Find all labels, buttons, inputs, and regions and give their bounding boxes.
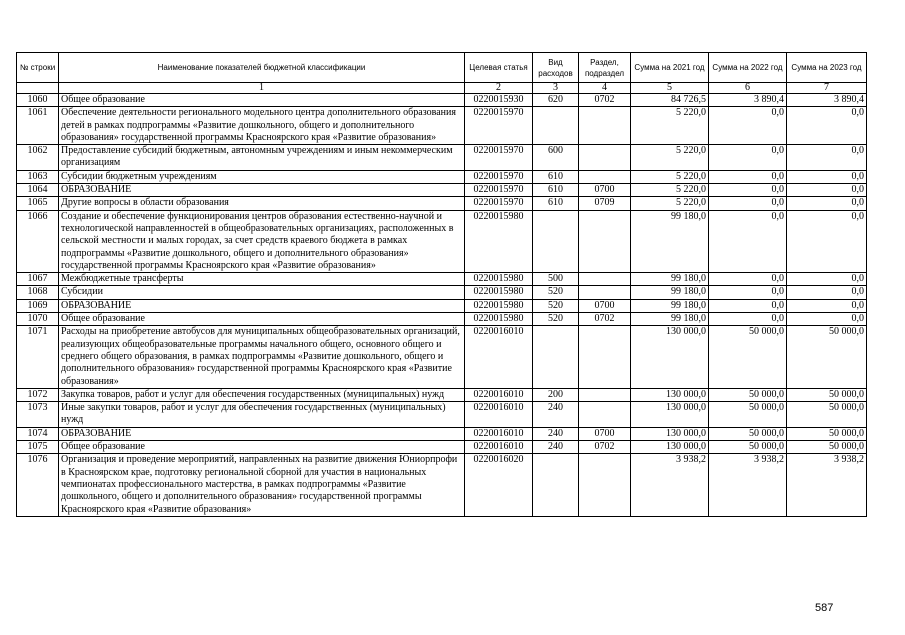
row-number-cell: 1076 (17, 454, 59, 516)
target-article-cell: 0220015980 (465, 299, 533, 312)
sum-2023-cell: 0,0 (787, 145, 867, 171)
target-article-cell: 0220015930 (465, 94, 533, 107)
sum-2021-cell: 5 220,0 (631, 197, 709, 210)
sum-2022-cell: 0,0 (709, 286, 787, 299)
name-cell: Предоставление субсидий бюджетным, автономным учреждениям и иным некоммерческим организациям (59, 145, 465, 171)
sum-2021-cell: 99 180,0 (631, 273, 709, 286)
sum-2021-cell: 130 000,0 (631, 326, 709, 388)
table-row (17, 107, 867, 145)
name-cell: Создание и обеспечение функционирования центров образования естественно-научной и технологической направленностей в общеобразовательных организациях, расположенных в сельской местности и малых городах, за счет средств краевого бюджета в рамках подпрограммы «Развитие дошкольного, общего и дополнительного образования» государственной программы Красноярского края «Развитие образования» (59, 210, 465, 272)
header-sum-2023: Сумма на 2023 год (787, 53, 867, 83)
section-cell: 0702 (579, 313, 631, 326)
header-name: Наименование показателей бюджетной классификации (59, 53, 465, 83)
sum-2022-cell: 50 000,0 (709, 326, 787, 388)
sum-2022-cell: 0,0 (709, 210, 787, 272)
name-cell: Расходы на приобретение автобусов для муниципальных общеобразовательных организаций, реализующих общеобразовательные программы начального общего, основного общего и среднего общего образования, в рамках подпрограммы «Развитие дошкольного, общего и дополнительного образования» государственной программы Красноярского края «Развитие образования» (59, 326, 465, 388)
row-number-cell: 1062 (17, 145, 59, 171)
section-cell (579, 145, 631, 171)
section-cell (579, 107, 631, 145)
target-article-cell: 0220015970 (465, 184, 533, 197)
expense-type-cell (533, 326, 579, 388)
expense-type-cell: 620 (533, 94, 579, 107)
target-article-cell: 0220015980 (465, 210, 533, 272)
table-body (17, 83, 867, 517)
sum-2023-cell: 50 000,0 (787, 427, 867, 440)
section-cell (579, 286, 631, 299)
expense-type-cell (533, 454, 579, 516)
sum-2022-cell: 50 000,0 (709, 402, 787, 428)
table-row (17, 145, 867, 171)
sum-2021-cell: 99 180,0 (631, 313, 709, 326)
table-row (17, 170, 867, 183)
sum-2022-cell: 50 000,0 (709, 427, 787, 440)
column-number: 6 (709, 83, 787, 94)
name-cell: Обеспечение деятельности регионального модельного центра дополнительного образования детей в рамках подпрограммы «Развитие дошкольного, общего и дополнительного образования» государственной программы Красноярского края «Развитие образования» (59, 107, 465, 145)
sum-2023-cell: 0,0 (787, 313, 867, 326)
expense-type-cell: 240 (533, 441, 579, 454)
expense-type-cell: 500 (533, 273, 579, 286)
target-article-cell: 0220015980 (465, 286, 533, 299)
page-number: 587 (815, 602, 834, 614)
sum-2023-cell: 0,0 (787, 107, 867, 145)
expense-type-cell: 610 (533, 170, 579, 183)
section-cell (579, 210, 631, 272)
table-row (17, 184, 867, 197)
sum-2022-cell: 0,0 (709, 273, 787, 286)
header-sum-2022: Сумма на 2022 год (709, 53, 787, 83)
sum-2022-cell: 0,0 (709, 313, 787, 326)
sum-2022-cell: 0,0 (709, 299, 787, 312)
table-row (17, 197, 867, 210)
section-cell (579, 273, 631, 286)
name-cell: Общее образование (59, 94, 465, 107)
sum-2023-cell: 0,0 (787, 170, 867, 183)
name-cell: Общее образование (59, 313, 465, 326)
target-article-cell: 0220016020 (465, 454, 533, 516)
table-row (17, 388, 867, 401)
section-cell: 0700 (579, 184, 631, 197)
section-cell: 0702 (579, 94, 631, 107)
target-article-cell: 0220016010 (465, 388, 533, 401)
row-number-cell: 1070 (17, 313, 59, 326)
column-number: 4 (579, 83, 631, 94)
table-row (17, 427, 867, 440)
header-row-no: № строки (17, 53, 59, 83)
sum-2022-cell: 3 938,2 (709, 454, 787, 516)
section-cell (579, 326, 631, 388)
column-number (17, 83, 59, 94)
target-article-cell: 0220015970 (465, 145, 533, 171)
expense-type-cell: 240 (533, 402, 579, 428)
row-number-cell: 1071 (17, 326, 59, 388)
table-row (17, 273, 867, 286)
sum-2023-cell: 0,0 (787, 197, 867, 210)
header-target: Целевая статья (465, 53, 533, 83)
sum-2023-cell: 3 938,2 (787, 454, 867, 516)
table-row (17, 454, 867, 516)
header-expense-type: Вид расходов (533, 53, 579, 83)
row-number-cell: 1063 (17, 170, 59, 183)
row-number-cell: 1075 (17, 441, 59, 454)
expense-type-cell (533, 107, 579, 145)
target-article-cell: 0220015980 (465, 273, 533, 286)
sum-2021-cell: 5 220,0 (631, 170, 709, 183)
name-cell: Организация и проведение мероприятий, направленных на развитие движения Юниорпрофи в Красноярском крае, подготовку региональной сборной для участия в национальных чемпионатах профессионального мастерства, в рамках подпрограммы «Развитие дошкольного, общего и дополнительного образования» государственной программы Красноярского края «Развитие образования» (59, 454, 465, 516)
budget-table (16, 52, 867, 517)
name-cell: Иные закупки товаров, работ и услуг для обеспечения государственных (муниципальных) нужд (59, 402, 465, 428)
row-number-cell: 1067 (17, 273, 59, 286)
column-number: 2 (465, 83, 533, 94)
table-row (17, 313, 867, 326)
sum-2023-cell: 0,0 (787, 299, 867, 312)
name-cell: Субсидии (59, 286, 465, 299)
sum-2023-cell: 0,0 (787, 286, 867, 299)
table-row (17, 299, 867, 312)
target-article-cell: 0220016010 (465, 427, 533, 440)
sum-2021-cell: 5 220,0 (631, 145, 709, 171)
sum-2021-cell: 130 000,0 (631, 427, 709, 440)
sum-2021-cell: 99 180,0 (631, 299, 709, 312)
header-sum-2021: Сумма на 2021 год (631, 53, 709, 83)
column-number: 1 (59, 83, 465, 94)
row-number-cell: 1073 (17, 402, 59, 428)
sum-2022-cell: 0,0 (709, 184, 787, 197)
sum-2021-cell: 5 220,0 (631, 107, 709, 145)
row-number-cell: 1074 (17, 427, 59, 440)
sum-2023-cell: 0,0 (787, 210, 867, 272)
sum-2023-cell: 50 000,0 (787, 441, 867, 454)
name-cell: Другие вопросы в области образования (59, 197, 465, 210)
row-number-cell: 1065 (17, 197, 59, 210)
sum-2022-cell: 0,0 (709, 145, 787, 171)
expense-type-cell: 610 (533, 197, 579, 210)
expense-type-cell: 600 (533, 145, 579, 171)
target-article-cell: 0220016010 (465, 326, 533, 388)
expense-type-cell: 200 (533, 388, 579, 401)
name-cell: ОБРАЗОВАНИЕ (59, 427, 465, 440)
sum-2021-cell: 130 000,0 (631, 402, 709, 428)
sum-2021-cell: 3 938,2 (631, 454, 709, 516)
target-article-cell: 0220016010 (465, 441, 533, 454)
header-section: Раздел, подраздел (579, 53, 631, 83)
sum-2021-cell: 130 000,0 (631, 441, 709, 454)
name-cell: Межбюджетные трансферты (59, 273, 465, 286)
name-cell: Закупка товаров, работ и услуг для обеспечения государственных (муниципальных) нужд (59, 388, 465, 401)
table-row (17, 402, 867, 428)
sum-2023-cell: 0,0 (787, 184, 867, 197)
sum-2021-cell: 130 000,0 (631, 388, 709, 401)
table-row (17, 441, 867, 454)
sum-2023-cell: 50 000,0 (787, 402, 867, 428)
sum-2023-cell: 3 890,4 (787, 94, 867, 107)
column-number: 7 (787, 83, 867, 94)
sum-2023-cell: 0,0 (787, 273, 867, 286)
row-number-cell: 1069 (17, 299, 59, 312)
section-cell: 0702 (579, 441, 631, 454)
section-cell (579, 402, 631, 428)
header-row (17, 53, 867, 83)
target-article-cell: 0220015980 (465, 313, 533, 326)
sum-2022-cell: 0,0 (709, 170, 787, 183)
expense-type-cell: 520 (533, 286, 579, 299)
section-cell (579, 170, 631, 183)
row-number-cell: 1060 (17, 94, 59, 107)
row-number-cell: 1066 (17, 210, 59, 272)
target-article-cell: 0220016010 (465, 402, 533, 428)
sum-2021-cell: 99 180,0 (631, 210, 709, 272)
sum-2023-cell: 50 000,0 (787, 388, 867, 401)
sum-2021-cell: 84 726,5 (631, 94, 709, 107)
sum-2021-cell: 99 180,0 (631, 286, 709, 299)
section-cell: 0700 (579, 427, 631, 440)
name-cell: ОБРАЗОВАНИЕ (59, 299, 465, 312)
section-cell: 0709 (579, 197, 631, 210)
column-number: 5 (631, 83, 709, 94)
section-cell: 0700 (579, 299, 631, 312)
column-number: 3 (533, 83, 579, 94)
expense-type-cell: 520 (533, 299, 579, 312)
column-numbers-row (17, 83, 867, 94)
target-article-cell: 0220015970 (465, 107, 533, 145)
sum-2022-cell: 50 000,0 (709, 388, 787, 401)
expense-type-cell: 520 (533, 313, 579, 326)
table-row (17, 326, 867, 388)
name-cell: Субсидии бюджетным учреждениям (59, 170, 465, 183)
sum-2022-cell: 0,0 (709, 107, 787, 145)
name-cell: Общее образование (59, 441, 465, 454)
sum-2021-cell: 5 220,0 (631, 184, 709, 197)
row-number-cell: 1068 (17, 286, 59, 299)
sum-2022-cell: 50 000,0 (709, 441, 787, 454)
expense-type-cell: 240 (533, 427, 579, 440)
expense-type-cell: 610 (533, 184, 579, 197)
section-cell (579, 454, 631, 516)
row-number-cell: 1061 (17, 107, 59, 145)
table-row (17, 94, 867, 107)
target-article-cell: 0220015970 (465, 197, 533, 210)
section-cell (579, 388, 631, 401)
target-article-cell: 0220015970 (465, 170, 533, 183)
name-cell: ОБРАЗОВАНИЕ (59, 184, 465, 197)
table-row (17, 210, 867, 272)
sum-2023-cell: 50 000,0 (787, 326, 867, 388)
row-number-cell: 1072 (17, 388, 59, 401)
row-number-cell: 1064 (17, 184, 59, 197)
sum-2022-cell: 3 890,4 (709, 94, 787, 107)
table-row (17, 286, 867, 299)
expense-type-cell (533, 210, 579, 272)
sum-2022-cell: 0,0 (709, 197, 787, 210)
